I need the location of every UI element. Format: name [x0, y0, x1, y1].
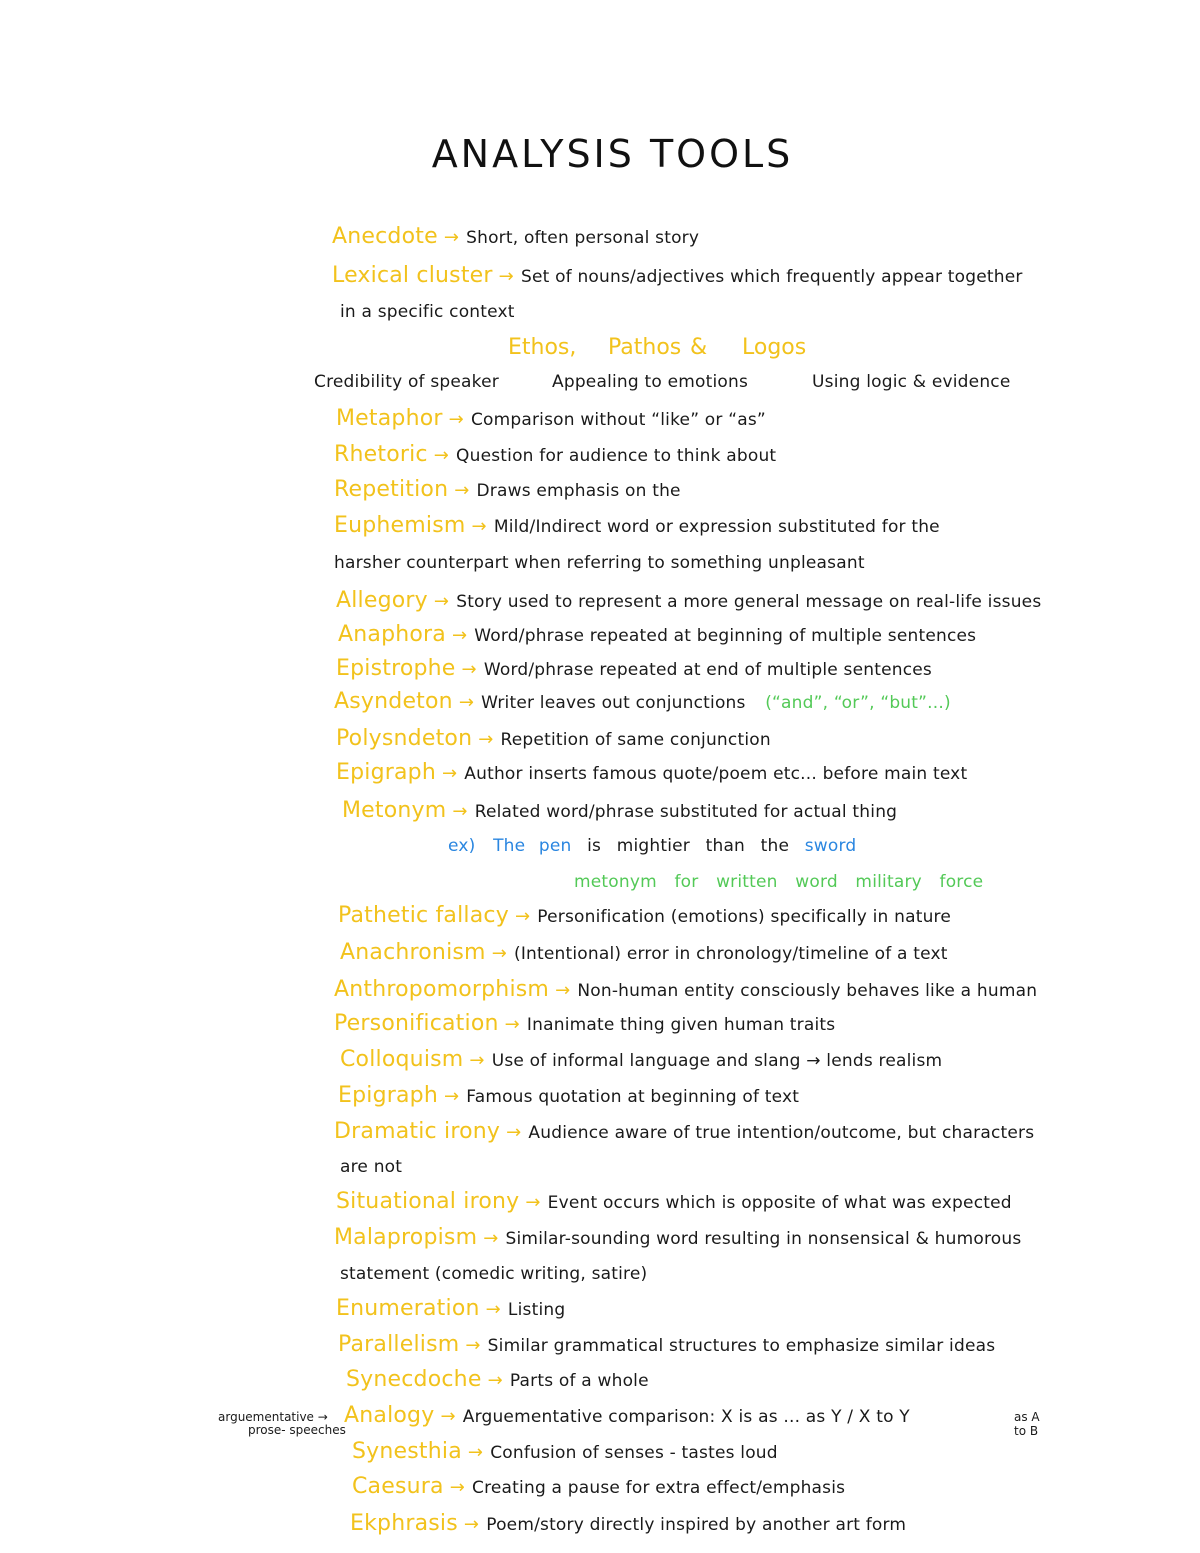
definition: Similar-sounding word resulting in nonsensical & humorous: [505, 1229, 1022, 1249]
term: Anachronism: [340, 940, 486, 965]
definition: Draws emphasis on the: [476, 481, 681, 501]
entry-allegory: [336, 588, 1041, 613]
analogy-as-a: as A: [1014, 1410, 1040, 1424]
entry-malapropism: [334, 1225, 1021, 1250]
entry-enumeration: [336, 1296, 565, 1321]
definition: Personification (emotions) specifically in nature: [537, 907, 952, 927]
definition: Related word/phrase substituted for actual thing: [474, 802, 898, 822]
entry-asyndeton: [334, 689, 951, 714]
term: Anthropomorphism: [334, 977, 550, 1002]
entry-euphemism-cont: harsher counterpart when referring to something unpleasant: [334, 553, 865, 573]
term: Pathetic fallacy: [338, 903, 509, 928]
term: Anecdote: [332, 224, 438, 249]
example-pen: pen: [538, 836, 572, 856]
entry-metaphor: [336, 406, 766, 431]
term: Synesthia: [352, 1439, 462, 1464]
logos-definition: Using logic & evidence: [812, 372, 1011, 392]
arrow-icon: →: [441, 763, 458, 784]
arrow-icon: →: [458, 692, 475, 713]
arrow-icon: →: [449, 1477, 466, 1498]
term: Anaphora: [338, 622, 446, 647]
arrow-icon: →: [465, 1335, 481, 1356]
definition: Repetition of same conjunction: [500, 730, 771, 750]
term: Repetition: [334, 477, 449, 502]
entry-parallelism: [338, 1332, 995, 1357]
arrow-icon: →: [525, 1192, 541, 1213]
arrow-icon: →: [483, 1228, 499, 1249]
entry-polysyndeton: [336, 726, 771, 751]
ampersand-label: &: [690, 335, 708, 360]
entry-metonym: [342, 798, 897, 823]
arrow-icon: →: [555, 980, 571, 1001]
entry-epigraph-2: [338, 1083, 799, 1108]
arrow-icon: →: [514, 906, 531, 927]
arrow-icon: →: [440, 1406, 456, 1427]
term: Synecdoche: [346, 1367, 482, 1392]
conjunction-examples: (“and”, “or”, “but”...): [765, 693, 951, 713]
definition: Parts of a whole: [509, 1371, 649, 1391]
example-label: ex): [448, 836, 476, 856]
entry-analogy: [344, 1403, 910, 1428]
term: Colloquism: [340, 1047, 464, 1072]
entry-caesura: [352, 1474, 845, 1499]
metonym-note: metonym for written word military force: [574, 872, 984, 892]
entry-lexical-cluster: [332, 263, 1023, 288]
entry-anthropomorphism: [334, 977, 1037, 1002]
arrow-icon: →: [504, 1014, 520, 1035]
term: Lexical cluster: [332, 263, 493, 288]
term: Euphemism: [334, 513, 466, 538]
entry-synecdoche: [346, 1367, 649, 1392]
definition: Word/phrase repeated at beginning of multiple sentences: [474, 626, 977, 646]
definition: Famous quotation at beginning of text: [466, 1087, 800, 1107]
definition: Creating a pause for extra effect/emphasis: [472, 1478, 846, 1498]
example-middle: is mightier than the: [587, 836, 790, 856]
definition: Non-human entity consciously behaves like a human: [577, 981, 1038, 1001]
arrow-icon: →: [433, 445, 450, 466]
definition: Event occurs which is opposite of what was expected: [547, 1193, 1012, 1213]
pathos-label: Pathos: [608, 335, 682, 360]
definition: Writer leaves out conjunctions: [481, 693, 746, 713]
definition: Story used to represent a more general message on real-life issues: [456, 592, 1042, 612]
term: Malapropism: [334, 1225, 478, 1250]
entry-lexical-cluster-cont: in a specific context: [340, 302, 515, 322]
analogy-side-note-2: prose- speeches: [248, 1423, 346, 1437]
arrow-icon: →: [463, 1514, 480, 1535]
term: Analogy: [344, 1403, 435, 1428]
entry-dramatic-irony: [334, 1119, 1034, 1144]
entry-repetition: [334, 477, 681, 502]
arrow-icon: →: [452, 801, 468, 822]
entry-rhetoric: [334, 442, 776, 467]
logos-label: Logos: [742, 335, 807, 360]
term: Situational irony: [336, 1189, 520, 1214]
term: Caesura: [352, 1474, 444, 1499]
arrow-icon: →: [454, 480, 470, 501]
arrow-icon: →: [485, 1299, 501, 1320]
term: Epigraph: [338, 1083, 438, 1108]
arrow-icon: →: [471, 516, 487, 537]
term: Asyndeton: [334, 689, 453, 714]
definition: Inanimate thing given human traits: [526, 1015, 836, 1035]
definition: Question for audience to think about: [456, 446, 777, 466]
ethos-label: Ethos,: [508, 335, 577, 360]
term: Polysndeton: [336, 726, 473, 751]
term: Dramatic irony: [334, 1119, 501, 1144]
definition: Use of informal language and slang → lends realism: [491, 1051, 943, 1071]
example-sword: sword: [804, 836, 857, 856]
arrow-icon: →: [506, 1122, 522, 1143]
entry-situational-irony: [336, 1189, 1012, 1214]
definition: Confusion of senses - tastes loud: [490, 1443, 778, 1463]
term: Enumeration: [336, 1296, 480, 1321]
definition: Poem/story directly inspired by another art form: [486, 1515, 907, 1535]
entry-anachronism: [340, 940, 948, 965]
term: Epistrophe: [336, 656, 456, 681]
analogy-to-b: to B: [1014, 1424, 1039, 1438]
arrow-icon: →: [433, 591, 450, 612]
term: Epigraph: [336, 760, 436, 785]
arrow-icon: →: [467, 1442, 484, 1463]
arrow-icon: →: [478, 729, 494, 750]
definition: Similar grammatical structures to emphasize similar ideas: [487, 1336, 996, 1356]
entry-ekphrasis: [350, 1511, 906, 1536]
term: Metonym: [342, 798, 447, 823]
page-title: ANALYSIS TOOLS: [431, 132, 794, 176]
term: Personification: [334, 1011, 499, 1036]
entry-epistrophe: [336, 656, 932, 681]
arrow-icon: →: [487, 1370, 503, 1391]
analogy-side-note: arguementative →: [218, 1410, 328, 1424]
pathos-definition: Appealing to emotions: [552, 372, 749, 392]
definition: Listing: [507, 1300, 566, 1320]
arrow-icon: →: [498, 266, 514, 287]
definition: Arguementative comparison: X is as ... as Y / X to Y: [462, 1407, 910, 1427]
arrow-icon: →: [469, 1050, 485, 1071]
arrow-icon: →: [448, 409, 464, 430]
arrow-icon: →: [443, 1086, 460, 1107]
entry-epigraph-1: [336, 760, 967, 785]
entry-anaphora: [338, 622, 976, 647]
definition: Audience aware of true intention/outcome, but characters: [528, 1123, 1035, 1143]
definition: Set of nouns/adjectives which frequently appear together: [520, 267, 1023, 287]
arrow-icon: →: [491, 943, 507, 964]
entry-dramatic-irony-cont: are not: [340, 1157, 403, 1177]
example-the: The: [493, 836, 526, 856]
arrow-icon: →: [443, 227, 460, 248]
definition: (Intentional) error in chronology/timeline of a text: [513, 944, 948, 964]
entry-synesthia: [352, 1439, 778, 1464]
entry-colloquism: [340, 1047, 942, 1072]
entry-pathetic-fallacy: [338, 903, 951, 928]
definition: Comparison without “like” or “as”: [470, 410, 766, 430]
metonym-example: [448, 836, 856, 856]
definition: Mild/Indirect word or expression substituted for the: [493, 517, 940, 537]
definition: Author inserts famous quote/poem etc... before main text: [464, 764, 968, 784]
entry-personification: [334, 1011, 835, 1036]
entry-malapropism-cont: statement (comedic writing, satire): [340, 1264, 648, 1284]
term: Allegory: [336, 588, 428, 613]
term: Parallelism: [338, 1332, 460, 1357]
arrow-icon: →: [461, 659, 477, 680]
term: Metaphor: [336, 406, 443, 431]
definition: Word/phrase repeated at end of multiple sentences: [483, 660, 932, 680]
term: Ekphrasis: [350, 1511, 458, 1536]
ethos-definition: Credibility of speaker: [314, 372, 499, 392]
entry-euphemism: [334, 513, 940, 538]
term: Rhetoric: [334, 442, 428, 467]
arrow-icon: →: [451, 625, 468, 646]
entry-anecdote: [332, 224, 699, 249]
definition: Short, often personal story: [466, 228, 700, 248]
